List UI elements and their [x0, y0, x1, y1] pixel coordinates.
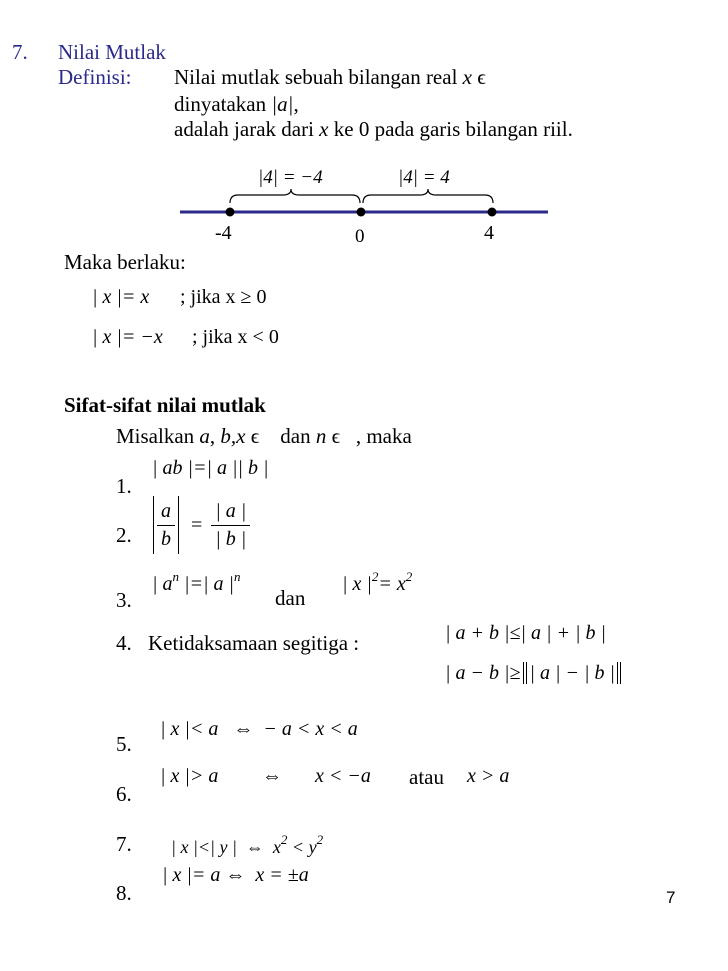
point-0 [357, 208, 366, 217]
definition-line-1: Nilai mutlak sebuah bilangan real x ϵ [174, 65, 486, 89]
point-4 [488, 208, 497, 217]
property-1-expr: | ab |=| a || b | [152, 457, 269, 479]
page-number: 7 [666, 888, 676, 907]
property-number-3: 3. [116, 588, 132, 612]
property-7-expr: | x |<| y | ⇔ $x^2 < y^2$ [171, 832, 324, 857]
property-6-iff: ⇔ [262, 765, 282, 787]
property-6-atau: atau [409, 765, 444, 789]
properties-intro: Misalkan a, b,x ϵ dan n ϵ , maka [116, 424, 412, 448]
point-neg4 [226, 208, 235, 217]
property-4-ineq-1: | a + b |≤| a | + | b | [445, 622, 606, 644]
definition-label: Definisi: [58, 65, 132, 89]
property-3-dan: dan [275, 586, 306, 610]
property-6-expr-b: x < −a [315, 765, 371, 787]
property-number-8: 8. [116, 881, 132, 905]
property-number-1: 1. [116, 474, 132, 498]
brace-right-label: |4| = 4 [398, 167, 450, 188]
section-number: 7. [12, 40, 28, 64]
property-number-2: 2. [116, 523, 132, 547]
number-line-diagram [170, 155, 560, 255]
brace-left-label: |4| = −4 [258, 167, 323, 188]
rule-intro: Maka berlaku: [64, 250, 186, 274]
property-number-5: 5. [116, 732, 132, 756]
definition-line-2: dinyatakan |a|, [174, 92, 299, 116]
property-number-7: 7. [116, 832, 132, 856]
tick-label-neg4: -4 [215, 222, 232, 244]
brace-left [230, 189, 360, 203]
property-4-ineq-2: | a − b |≥ | a | − | b | [445, 662, 621, 685]
property-3-expr-a: | $a^n$ |=| a $|^n$ [152, 569, 241, 595]
property-3-expr-b: | x $|^2= x^2$ [342, 569, 413, 595]
definition-line-3: adalah jarak dari x ke 0 pada garis bilangan riil. [174, 117, 573, 141]
property-5-expr: | x |< a ⇔ − a < x < a [160, 718, 358, 740]
tick-label-4: 4 [484, 222, 494, 244]
property-6-expr-a: | x |> a [160, 765, 219, 787]
rule-case-1-expr: | x |= x [92, 286, 150, 308]
properties-title: Sifat-sifat nilai mutlak [64, 393, 266, 417]
section-title: Nilai Mutlak [58, 40, 166, 64]
property-number-6: 6. [116, 782, 132, 806]
property-8-expr: | x |= a ⇔ x = ±a [162, 864, 309, 886]
rule-case-2-expr: | x |= −x [92, 326, 163, 348]
property-4-label: Ketidaksamaan segitiga : [148, 631, 360, 655]
property-number-4: 4. [116, 631, 132, 655]
property-2-expr: $\frac{a}{b}$ = $\frac{| a |}{| b |}$ [150, 496, 250, 554]
rule-case-2-cond: ; jika x < 0 [192, 326, 279, 348]
tick-label-0: 0 [355, 226, 365, 247]
brace-right [363, 189, 493, 203]
rule-case-1-cond: ; jika x ≥ 0 [180, 286, 267, 308]
property-6-expr-c: x > a [467, 765, 510, 787]
